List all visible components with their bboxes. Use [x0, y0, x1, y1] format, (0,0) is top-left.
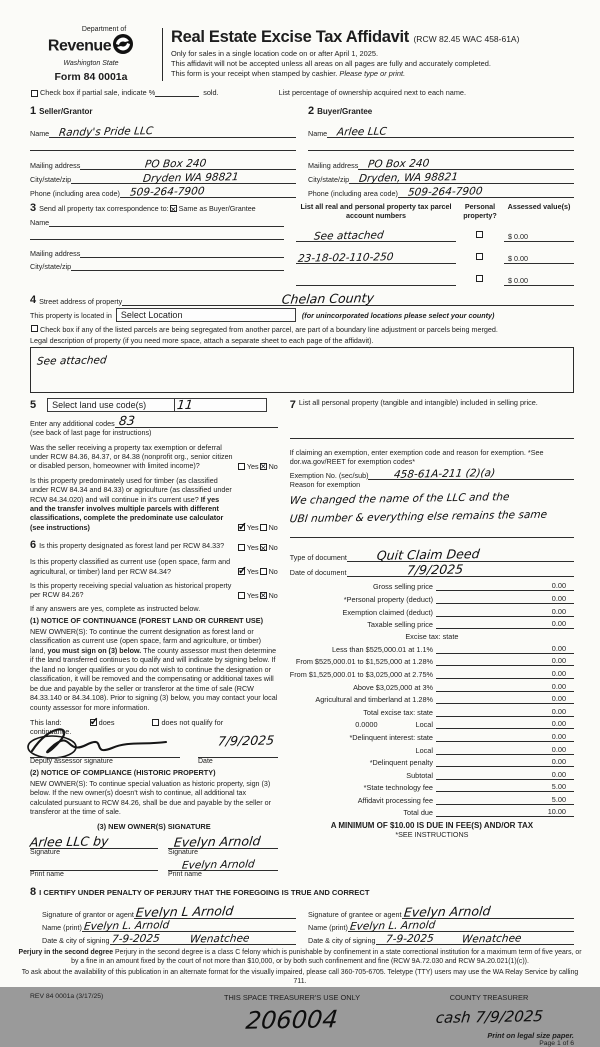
local-rate-value: 0.0000 [355, 720, 378, 730]
assessed-value-header: Assessed value(s) [507, 202, 571, 211]
tax-label: Less than $525,000.01 at 1.1% [331, 644, 433, 654]
tax-label: Subtotal [406, 770, 433, 780]
parcel-row [296, 268, 574, 286]
form-header [30, 26, 574, 83]
section-1-number: 1 [30, 105, 37, 117]
parcel-3-line[interactable] [296, 275, 456, 286]
treasurer-space-label: THIS SPACE TREASURER'S USE ONLY [223, 992, 361, 1002]
parcel-row [296, 246, 574, 264]
county-treasurer-label: COUNTY TREASURER [449, 992, 529, 1002]
forest-yes-checkbox[interactable] [238, 544, 245, 551]
corr-mailing-label: Mailing address [30, 249, 81, 258]
grantee-city-value: Wenatchee [460, 932, 522, 946]
current-use-no-checkbox[interactable] [260, 568, 267, 575]
parcel-1-line[interactable] [296, 231, 456, 242]
tax-value: 0.00 [436, 669, 574, 679]
tax-label: *State technology fee [363, 783, 433, 793]
unincorporated-note: (for unincorporated locations please select your county) [301, 310, 495, 320]
buyer-csz-value: Dryden, WA 98821 [358, 171, 459, 185]
ownership-note: List percentage of ownership acquired next to each name. [278, 88, 467, 97]
tax-value: 0.00 [436, 656, 574, 666]
seller-csz-line[interactable] [133, 171, 296, 185]
section-8-certify [30, 882, 574, 945]
seller-mailing-gap [80, 161, 135, 170]
perjury-note: Perjury in the second degree Perjury in the second degree is a class C felony which is punishable by confinement in a state correctional institution for a maximum term of five years, or by a fine in an amount fixed by the court of not more than $10,000, or by both such confinement and fine (RCW 9A.72.030 and RCW 9A.20.021(1)(c)). [18, 948, 582, 965]
grantee-name-line[interactable] [348, 918, 574, 933]
tax-value: 0.00 [436, 745, 574, 755]
corr-csz-line[interactable] [71, 270, 284, 271]
notice-continuance-title: (1) NOTICE OF CONTINUANCE (FOREST LAND OR CURRENT USE) [30, 616, 264, 626]
tax-label: From $1,525,000.01 to $3,025,000 at 2.75% [289, 669, 433, 679]
partial-sale-checkbox[interactable] [31, 90, 38, 97]
owner-signature-1-line[interactable] [29, 833, 158, 850]
grantor-city-value: Wenatchee [188, 932, 250, 946]
corr-mailing-line[interactable] [128, 257, 284, 258]
section-2-number: 2 [308, 105, 315, 117]
additional-codes-value: 83 [117, 413, 136, 429]
tax-label: Total due [403, 808, 433, 818]
header-note-2: This affidavit will not be accepted unless all areas on all pages are fully and accurately completed. [171, 58, 491, 68]
timber-yes-checkbox[interactable] [238, 524, 245, 531]
land-use-code-value: 11 [176, 397, 194, 413]
located-in-label: This property is located in [30, 310, 112, 320]
tax-value: 0.00 [436, 619, 574, 629]
dor-logo [30, 26, 160, 83]
partial-sale-percent-line[interactable] [155, 96, 199, 97]
buyer-name-value: Arlee LLC [336, 125, 388, 139]
seller-mailing-label: Mailing address [30, 161, 81, 170]
buyer-phone-line[interactable] [398, 185, 574, 199]
owner-signature-2-line[interactable] [168, 832, 278, 850]
alt-format-note: To ask about the availability of this publication in an alternate format for the visually impaired, please call 360-705-6705. Teletype (TTY) users may use the WA Relay Service by calling 711. [21, 968, 579, 985]
tax-label: *Delinquent interest: state [349, 732, 433, 742]
timber-question: Is this property predominately used for timber (as classified under RCW 84.34 and 84.33) or agriculture (as classified under RCW 84.34.020) and will continue in it's current use? If yes and the transfer involves multiple parcels with different classifications, complete the predominate use calculator (see instructions) [30, 475, 232, 532]
grantee-date-label: Date & city of signing [308, 935, 376, 945]
continuance-label: continuance. [30, 726, 72, 736]
corr-name-line[interactable] [119, 226, 284, 227]
treasurer-receipt-number: 206004 [244, 1004, 340, 1035]
section-8-number: 8 [30, 885, 37, 898]
grantor-name-line[interactable] [82, 918, 296, 933]
owner-print-2-line[interactable] [168, 858, 278, 872]
exemption-no-line[interactable] [368, 467, 574, 482]
form-title-rcw: (RCW 82.45 WAC 458-61A) [413, 34, 520, 44]
corr-csz-label: City/state/zip [30, 262, 72, 271]
select-location-dropdown[interactable]: Select Location [116, 308, 296, 322]
tax-value: 5.00 [436, 795, 574, 805]
personal-property-header: Personal property? [463, 202, 497, 220]
owner-print-2-label: Print name [168, 870, 202, 878]
section-4-property [30, 291, 574, 393]
header-note-1: Only for sales in a single location code on or after April 1, 2025. [171, 49, 379, 58]
this-land-label: This land: [30, 717, 62, 727]
legal-description-value: See attached [36, 354, 108, 368]
owner-signature-2-value: Evelyn Arnold [173, 832, 262, 850]
seller-phone-value: 509-264-7900 [129, 185, 206, 199]
dor-state-line: Washington State [63, 60, 119, 67]
sold-label: sold. [203, 88, 219, 97]
exemption-question: Was the seller receiving a property tax exemption or deferral under RCW 84.36, 84.37, or 84.38 (nonprofit org., senior citizen or disabled person, homeowner with limited income)? [30, 442, 233, 471]
buyer-csz-line[interactable] [349, 171, 574, 185]
street-address-value: Chelan County [281, 290, 376, 307]
tax-value: 10.00 [436, 807, 574, 817]
tax-value: 0.00 [436, 757, 574, 767]
new-owners-signature-title: (3) NEW OWNER(S) SIGNATURE [97, 821, 211, 831]
excise-tax-header: Excise tax: state [405, 632, 459, 642]
grantee-sig-label: Signature of grantee or agent [308, 909, 402, 919]
exemption-no-value: 458-61A-211 (2)(a) [393, 467, 497, 482]
grantor-date-label: Date & city of signing [42, 935, 110, 945]
certify-statement: I CERTIFY UNDER PENALTY OF PERJURY THAT THE FOREGOING IS TRUE AND CORRECT [39, 887, 370, 897]
seller-csz-value: Dryden WA 98821 [142, 171, 240, 185]
doc-type-value: Quit Claim Deed [376, 546, 481, 564]
historic-no-checkbox[interactable] [260, 592, 267, 599]
owner-signature-1-label: Signature [30, 848, 60, 856]
section-7-personal-property [290, 398, 574, 577]
buyer-csz-label: City/state/zip [308, 175, 350, 184]
dor-swirl-icon [112, 33, 134, 60]
reason-line-1: We changed the name of the LLC and the [288, 491, 510, 508]
section-3-number: 3 [30, 202, 37, 214]
tax-label: *Personal property (deduct) [343, 594, 433, 604]
owner-signature-2-label: Signature [168, 848, 198, 856]
tax-value: 0.00 [436, 732, 574, 742]
buyer-name-line[interactable] [327, 125, 574, 139]
section-5-landuse: 5 Select land use code(s) 11 Enter any additional codes 83 (see back of last page for instructions) Was the seller receiving a property tax exemption or deferral under RCW 84.36, 84.37, or 84.38 (nonprofit org., senior citizen or disabled person, homeowner with limited income)? Yes ✕ No Is this property predominately used for timber (as classified under RCW 84.34 and 84.33) or agriculture (as classified under RCW 84.34.020) and will continue in it's current use? If yes and the transfer involves multiple parcels with different classifications, complete the predominate use calculator (see instructions) ✓ Yes No [30, 398, 278, 532]
tax-label: Gross selling price [372, 582, 433, 592]
tax-label: Total excise tax: state [363, 707, 433, 717]
grantor-sig-value: Evelyn L Arnold [135, 902, 235, 920]
tax-value: 0.00 [436, 594, 574, 604]
buyer-mailing-label: Mailing address [308, 161, 359, 170]
form-number: Form 84 0001a [54, 71, 128, 83]
tax-label: Agricultural and timberland at 1.28% [315, 695, 433, 705]
corr-name-line-2[interactable] [30, 231, 284, 240]
legal-description-label: Legal description of property (if you need more space, attach a separate sheet to each page of the affidavit). [30, 336, 374, 345]
notice-compliance-title: (2) NOTICE OF COMPLIANCE (HISTORIC PROPERTY) [30, 767, 216, 777]
section-2-buyer [296, 101, 574, 198]
street-address-label: Street address of property [39, 297, 123, 306]
deputy-date-line[interactable] [198, 757, 278, 758]
dor-revenue-wordmark: Revenue [47, 37, 112, 55]
buyer-mailing-line[interactable] [358, 157, 574, 171]
land-use-code-dropdown[interactable]: Select land use code(s) [47, 398, 175, 412]
tax-value: 0.00 [436, 707, 574, 717]
parcel-1-value: See attached [313, 229, 385, 243]
parcel-2-assessed: $ 0.00 [504, 254, 574, 264]
owner-print-1-label: Print name [30, 870, 64, 878]
seller-mailing-value: PO Box 240 [144, 157, 208, 171]
seller-name-label: Name [30, 129, 50, 138]
if-yes-note: If any answers are yes, complete as instructed below. [30, 603, 201, 613]
personal-property-intro: List all personal property (tangible and intangible) included in selling price. [298, 398, 538, 408]
grantor-date-line[interactable] [110, 932, 296, 946]
doc-type-label: Type of document [289, 553, 347, 563]
parcel-2-personal-checkbox[interactable] [476, 253, 483, 260]
section-4-number: 4 [30, 294, 37, 306]
parcel-3-assessed: $ 0.00 [504, 276, 574, 286]
section-1-seller [30, 101, 296, 198]
tax-label: Above $3,025,000 at 3% [353, 682, 433, 692]
notice-continuance-body: NEW OWNER(S): To continue the current designation as forest land or classification as current use (open space, farm and agriculture, or timber) land, you must sign on (3) below. The county assessor must then determine if the land transferred continues to qualify and will indicate by signing below. If the land no longer qualifies or you do not wish to continue the designation or classification, it will be removed and the compensating or additional taxes will be due and payable by the seller or transferor at the time of sale (RCW 84.33.140 or 84.34.108). Prior to signing (3) below, you may contact your local county assessor for more information. [30, 628, 278, 712]
grantee-date-value: 7-9-2025 [384, 932, 434, 946]
tax-value: 5.00 [436, 782, 574, 792]
segregated-label: Check box if any of the listed parcels are being segregated from another parcel, are part of a boundary line adjustment or parcels being merged. [40, 325, 498, 334]
personal-property-line[interactable] [290, 413, 574, 439]
grantor-sig-label: Signature of grantor or agent [42, 909, 134, 919]
street-address-line[interactable] [122, 290, 574, 307]
reason-line-2: UBI number & everything else remains the same [288, 509, 548, 526]
timber-question-bold: If yes and the transfer involves multiple parcels with different classifications, complete the predominate use calculator (see instructions) [30, 494, 224, 532]
deputy-date-label: Date [198, 757, 213, 765]
grantee-name-label: Name (print) [308, 922, 348, 932]
doc-date-line[interactable] [347, 561, 574, 578]
grantee-sig-value: Evelyn Arnold [402, 902, 491, 920]
tax-label: From $525,000.01 to $1,525,000 at 1.28% [295, 657, 433, 667]
notice-compliance-body: NEW OWNER(S): To continue special valuation as historic property, sign (3) below. If the new owner(s) doesn't wish to continue, all additional tax calculated pursuant to RCW 84.26, shall be due and payable by the seller or transferor at the time of sale. [30, 779, 271, 817]
owner-signature-1-value: Arlee LLC by [29, 833, 110, 850]
section-1-title: Seller/Grantor [39, 107, 93, 116]
does-label: does [98, 717, 115, 727]
buyer-mailing-value: PO Box 240 [367, 157, 431, 171]
additional-codes-label: Enter any additional codes [30, 419, 115, 429]
tax-label: Affidavit processing fee [357, 795, 433, 805]
grantee-name-value: Evelyn L. Arnold [349, 918, 436, 933]
print-legal-note: Print on legal size paper. [487, 1030, 574, 1040]
legal-description-box[interactable] [30, 347, 574, 393]
seller-mailing-line[interactable] [135, 157, 296, 171]
section-3-correspondence [30, 202, 284, 286]
rev-form-number: REV 84 0001a (3/17/25) [30, 992, 104, 1000]
tax-value: 0.00 [436, 719, 574, 729]
exemption-no-label: Exemption No. (sec/sub) [289, 471, 369, 481]
buyer-phone-value: 509-264-7900 [407, 185, 484, 199]
owner-print-1-line[interactable] [30, 870, 158, 871]
timber-no-checkbox[interactable] [260, 524, 267, 531]
page-indicator: Page 1 of 6 [539, 1039, 574, 1047]
current-use-question: Is this property classified as current use (open space, farm and agricultural, or timber) land per RCW 84.34? [30, 557, 231, 576]
corr-mailing-gap [80, 249, 128, 258]
forest-question: 6 Is this property designated as forest land per RCW 84.33? [30, 538, 225, 551]
section-2-title: Buyer/Grantee [317, 107, 373, 116]
parcel-2-line[interactable] [296, 253, 456, 264]
same-as-buyer-label: Same as Buyer/Grantee [178, 204, 256, 213]
seller-csz-label: City/state/zip [30, 175, 72, 184]
seller-name-value: Randy's Pride LLC [58, 125, 154, 139]
header-note-3: This form is your receipt when stamped by cashier. Please type or print. [171, 68, 406, 78]
reason-underline [290, 536, 574, 538]
exemption-no-checkbox[interactable] [260, 463, 267, 470]
doc-date-label: Date of document [289, 568, 347, 578]
deputy-signature-label: Deputy assessor signature [30, 757, 113, 765]
seller-name-line-2[interactable] [30, 141, 296, 151]
historic-question: Is this property receiving special valuation as historical property per RCW 84.26? [30, 580, 232, 600]
instructions-note: (see back of last page for instructions) [30, 428, 152, 438]
doc-date-value: 7/9/2025 [405, 561, 464, 578]
type-or-print-note: Please type or print. [339, 68, 406, 78]
forest-no-checkbox[interactable] [260, 544, 267, 551]
partial-sale-label: Check box if partial sale, indicate % [40, 88, 156, 97]
additional-codes-line[interactable] [115, 413, 278, 429]
parcel-table [284, 202, 574, 286]
deputy-assessor-signature-scribble [24, 721, 199, 759]
same-as-buyer-checkbox[interactable] [170, 205, 177, 212]
segregated-checkbox[interactable] [31, 325, 38, 332]
historic-yes-checkbox[interactable] [238, 592, 245, 599]
tax-label: Exemption claimed (deduct) [342, 607, 433, 617]
tax-label: *Delinquent penalty [369, 758, 433, 768]
seller-name-line[interactable] [49, 125, 296, 139]
corr-name-gap [49, 218, 119, 227]
tax-label: Local [415, 745, 433, 755]
tax-value: 0.00 [436, 644, 574, 654]
cash-date-note: cash 7/9/2025 [434, 1006, 544, 1027]
does-not-label: does not qualify for [161, 717, 224, 727]
seller-phone-label: Phone (including area code) [30, 189, 120, 198]
land-use-code-box[interactable] [175, 398, 267, 412]
parcel-3-personal-checkbox[interactable] [476, 275, 483, 282]
seller-phone-line[interactable] [120, 185, 296, 199]
tax-value: 0.00 [436, 694, 574, 704]
section-5-number: 5 [30, 399, 37, 412]
form-title: Real Estate Excise Tax Affidavit [171, 28, 410, 46]
tax-value: 0.00 [436, 607, 574, 617]
current-use-yes-checkbox[interactable] [238, 568, 245, 575]
owner-print-2-value: Evelyn Arnold [181, 858, 256, 872]
parcel-1-personal-checkbox[interactable] [476, 231, 483, 238]
grantor-date-value: 7-9-2025 [110, 932, 160, 946]
correspondence-intro: Send all property tax correspondence to: [39, 204, 169, 213]
local-rate-row: 0.0000 Local [355, 720, 433, 730]
buyer-phone-label: Phone (including area code) [308, 189, 398, 198]
section-6-number: 6 [30, 538, 37, 551]
tax-value: 0.00 [436, 682, 574, 692]
grantor-name-label: Name (print) [42, 922, 82, 932]
parcel-row [296, 224, 574, 242]
header-divider [162, 28, 163, 81]
see-instructions-note: *SEE INSTRUCTIONS [395, 830, 469, 840]
tax-value: 0.00 [436, 770, 574, 780]
reason-exemption-label: Reason for exemption [289, 480, 361, 490]
deputy-signature-line[interactable] [30, 757, 180, 758]
buyer-name-line-2[interactable] [308, 141, 574, 151]
deputy-date-value: 7/9/2025 [216, 732, 275, 749]
section-6-classification: 6 Is this property designated as forest land per RCW 84.33? Yes ✕ No Is this property classified as current use (open space, farm and agricultural, or timber) land per RCW 84.34? ✓ Yes No Is this property receiving special valuation as historical property per RCW 84.26? Yes ✕ No If any answers are yes, complete as instructed below. (1) NOTICE OF CONTINUANCE (FOREST LAND OR CURRENT USE) NEW OWNER(S): To continue the current designation as forest land or classification as current use (open space, farm and agriculture, or timber) land, you must sign on (3) below. The county assessor must then determine if the land transferred continues to qualify and will indicate by signing below. If the land no longer qualifies or you do not wish to continue the designation or classification, it will be removed and the compensating or additional taxes will be due and payable by the seller or transferor at the time of sale (RCW 84.33.140 or 84.34.108). Prior to signing (3) below, you may contact your local county assessor for more information. This land: ✓ does does not qualify for continuance. 7/9/2025 Deputy assessor signature Date (2) NOTICE OF COMPLIANCE (HISTORIC PROPERTY) NEW OWNER(S): To continue special valuation as historic property, sign (3) below. If the new owner(s) doesn't wish to continue, all additional tax calculated pursuant to RCW 84.26, shall be due and payable by the seller or transferor at the time of sale. (3) NEW OWNER(S) SIGNATURE Arlee LLC by Evelyn Arnold Signature Signature Evelyn Arnold Print name Print name [30, 538, 278, 878]
dor-dept-line: Department of [81, 26, 127, 33]
grantee-date-line[interactable] [376, 932, 574, 946]
corr-name-label: Name [30, 218, 50, 227]
parcel-numbers-header: List all real and personal property tax parcel account numbers [300, 202, 452, 220]
grantor-name-value: Evelyn L. Arnold [83, 918, 170, 933]
exemption-claim-note: If claiming an exemption, enter exemption code and reason for exemption. *See dor.wa.gov/REET for exemption codes* [289, 447, 544, 467]
tax-computation [290, 581, 574, 839]
parcel-2-value: 23-18-02-110-250 [297, 251, 395, 265]
buyer-name-label: Name [308, 129, 328, 138]
parcel-1-assessed: $ 0.00 [504, 232, 574, 242]
exemption-yes-checkbox[interactable] [238, 463, 245, 470]
minimum-due-note: A MINIMUM OF $10.00 IS DUE IN FEE(S) AND/OR TAX [330, 821, 534, 831]
seller-csz-gap [71, 175, 133, 184]
tax-label: Taxable selling price [367, 620, 433, 630]
tax-value: 0.00 [436, 581, 574, 591]
section-7-number: 7 [289, 399, 296, 412]
